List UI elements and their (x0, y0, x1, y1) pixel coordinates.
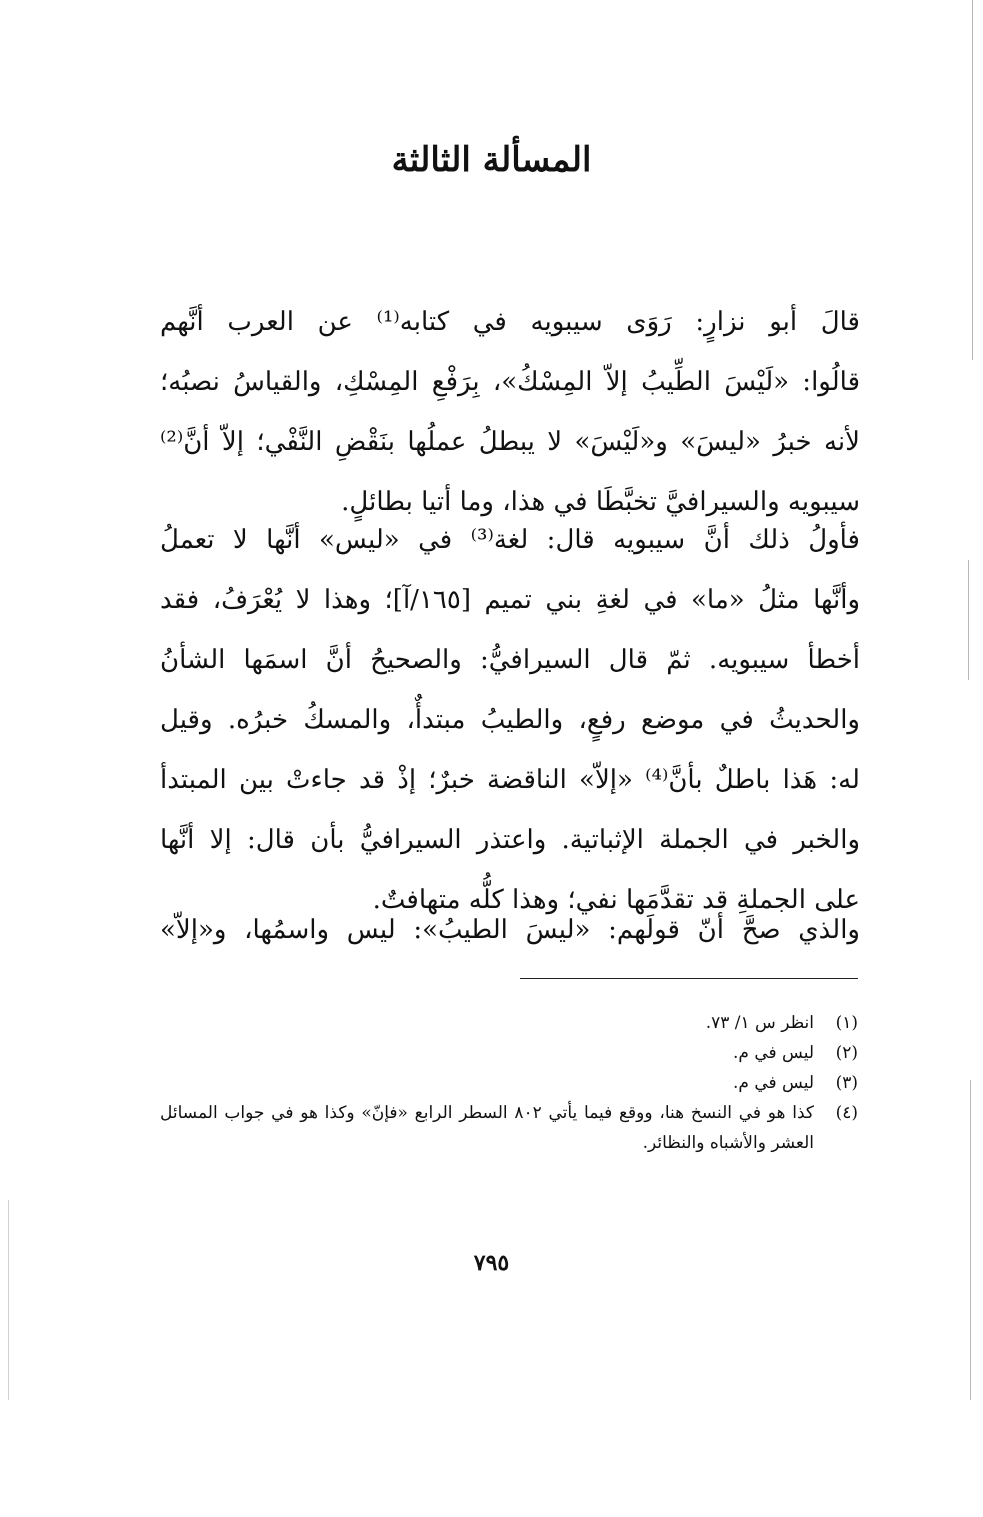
footnote-number: (٣) (835, 1073, 858, 1093)
text-line: قالَ أبو نزارٍ: رَوَى سيبويه في كتابه⁽¹⁾ عن العرب أنَّهم (160, 307, 860, 337)
footnote (160, 1098, 858, 1158)
footnotes (160, 1008, 858, 1158)
footnote-text: ليس في م. (732, 1043, 814, 1063)
footnote (160, 1068, 858, 1098)
footnote-number: (١) (835, 1013, 858, 1033)
text-line: على الجملةِ قد تقدَّمَها نفي؛ وهذا كلُّه متهافتٌ. (372, 885, 860, 915)
paragraph-1 (160, 292, 860, 532)
footnote (160, 1008, 858, 1038)
footnote-text: كذا هو في النسخ هنا، ووقع فيما يأتي ٨٠٢ السطر الرابع «فإنّ» وكذا هو في جواب المسائل العشر والأشباه والنظائر. (160, 1103, 814, 1153)
footnote-number: (٢) (835, 1043, 858, 1063)
text-line: والذي صحَّ أنّ قولَهم: «ليسَ الطيبُ»: ليس واسمُها، و«إلاّ» (160, 915, 860, 945)
text-line: والحديثُ في موضع رفعٍ، والطيبُ مبتدأٌ، والمسكُ خبرُه. وقيل (160, 705, 860, 735)
footnote-divider (520, 978, 858, 979)
scan-edge-line (968, 560, 969, 680)
text-line: قالُوا: «لَيْسَ الطِّيبُ إلاّ المِسْكُ»، بِرَفْعِ المِسْكِ، والقياسُ نصبُه؛ (160, 367, 860, 397)
page-number: ٧٩٥ (473, 1250, 510, 1276)
footnote-text: انظر س ١/ ٧٣. (705, 1013, 814, 1033)
text-line: لأنه خبرُ «ليسَ» و«لَيْسَ» لا يبطلُ عملُها بنَقْضِ النَّفْي؛ إلاّ أنَّ⁽²⁾ (160, 427, 860, 457)
paragraph-3 (160, 900, 860, 960)
text-line: والخبر في الجملة الإثباتية. واعتذر السيرافيُّ بأن قال: إلا أنَّها (160, 825, 860, 855)
scan-edge-line (8, 1200, 9, 1400)
scan-edge-line (970, 1080, 971, 1400)
scan-edge-line (972, 0, 973, 360)
text-line: سيبويه والسيرافيَّ تخبَّطَا في هذا، وما أتيا بطائلٍ. (341, 487, 860, 517)
paragraph-2 (160, 510, 860, 930)
footnote-text: ليس في م. (732, 1073, 814, 1093)
text-line: أخطأ سيبويه. ثمّ قال السيرافيُّ: والصحيحُ أنَّ اسمَها الشأنُ (160, 645, 860, 675)
text-line: له: هَذا باطلٌ بأنَّ⁽⁴⁾ «إلاّ» الناقضة خبرٌ؛ إذْ قد جاءتْ بين المبتدأ (160, 765, 860, 795)
chapter-title: المسألة الثالثة (391, 140, 592, 180)
footnote-number: (٤) (835, 1103, 858, 1123)
footnote (160, 1038, 858, 1068)
text-line: فأولُ ذلك أنَّ سيبويه قال: لغة⁽³⁾ في «ليس» أنَّها لا تعملُ (160, 525, 860, 555)
text-line: وأنَّها مثلُ «ما» في لغةِ بني تميم [١٦٥/آ]؛ وهذا لا يُعْرَفُ، فقد (160, 585, 860, 615)
